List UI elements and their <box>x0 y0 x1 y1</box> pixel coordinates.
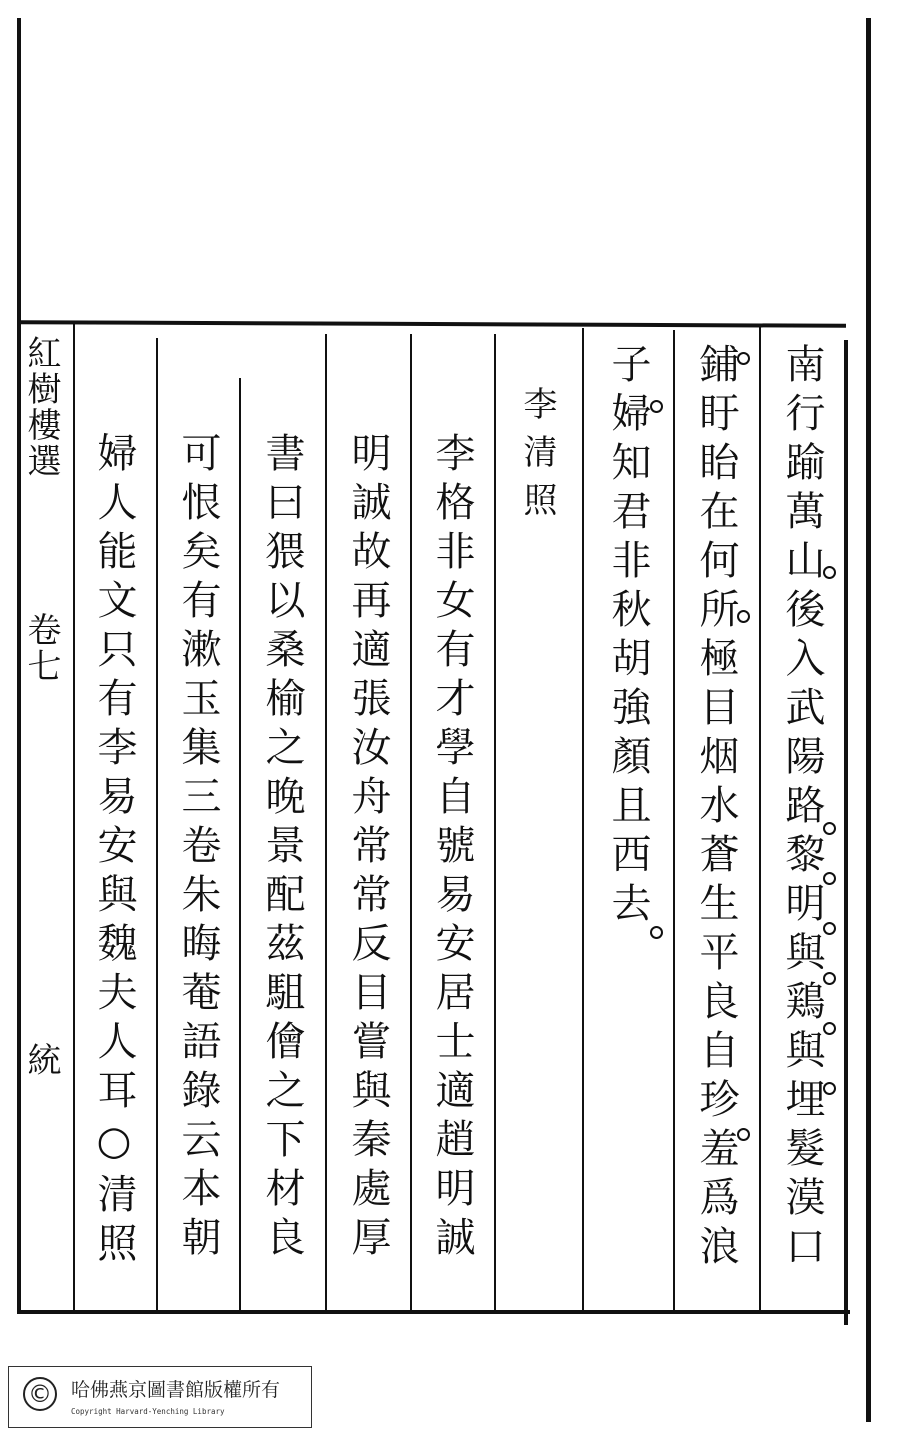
text-column-5: 李格非女有才學自號易安居士適趙明誠 <box>429 432 475 1265</box>
column-divider <box>325 334 327 1312</box>
column-divider <box>239 378 241 1312</box>
column-divider <box>156 338 158 1312</box>
column-divider <box>673 330 675 1312</box>
column-divider <box>759 324 761 1312</box>
copyright-text-chinese: 哈佛燕京圖書館版權所有 <box>71 1379 281 1401</box>
column-divider <box>494 334 496 1312</box>
right-border-rule <box>866 18 871 1422</box>
punctuation-circle <box>823 566 836 579</box>
inner-right-frame-rule <box>844 340 848 1325</box>
margin-page-label: 統 <box>21 1042 61 1078</box>
author-name-heading: 李清照 <box>517 386 557 530</box>
punctuation-circle <box>737 352 750 365</box>
punctuation-circle <box>737 610 750 623</box>
margin-book-title: 紅樹樓選 <box>21 335 61 479</box>
text-column-3: 子婦知君非秋胡強顏且西去 <box>605 343 651 931</box>
copyright-stamp <box>8 1366 312 1428</box>
punctuation-circle <box>823 872 836 885</box>
column-divider <box>410 334 412 1312</box>
punctuation-circle <box>823 972 836 985</box>
text-column-8: 可恨矣有漱玉集三卷朱晦菴語錄云本朝 <box>175 432 221 1265</box>
text-column-7: 書曰猥以桑榆之晚景配茲駔儈之下材良 <box>259 432 305 1265</box>
bottom-text-frame-rule <box>20 1310 850 1314</box>
text-column-6: 明誠故再適張汝舟常常反目嘗與秦處厚 <box>345 432 391 1265</box>
text-column-1: 南行踰萬山後入武陽路黎明與鶏與埋髮漠口 <box>779 343 825 1274</box>
punctuation-circle <box>823 1082 836 1095</box>
punctuation-circle <box>823 822 836 835</box>
copyright-icon: © <box>23 1377 57 1411</box>
column-divider <box>582 328 584 1312</box>
margin-column-rule <box>73 324 75 1312</box>
punctuation-circle <box>650 400 663 413</box>
margin-volume-label: 卷七 <box>21 612 61 684</box>
copyright-text-english: Copyright Harvard-Yenching Library <box>71 1407 225 1416</box>
punctuation-circle <box>823 922 836 935</box>
punctuation-circle <box>737 1128 750 1141</box>
text-column-9: 婦人能文只有李易安與魏夫人耳○清照 <box>91 432 137 1271</box>
punctuation-circle <box>823 1022 836 1035</box>
top-text-frame-rule <box>20 320 846 328</box>
punctuation-circle <box>650 926 663 939</box>
text-column-2: 鋪盱眙在何所極目烟水蒼生平良自珍羞爲浪 <box>693 343 739 1274</box>
